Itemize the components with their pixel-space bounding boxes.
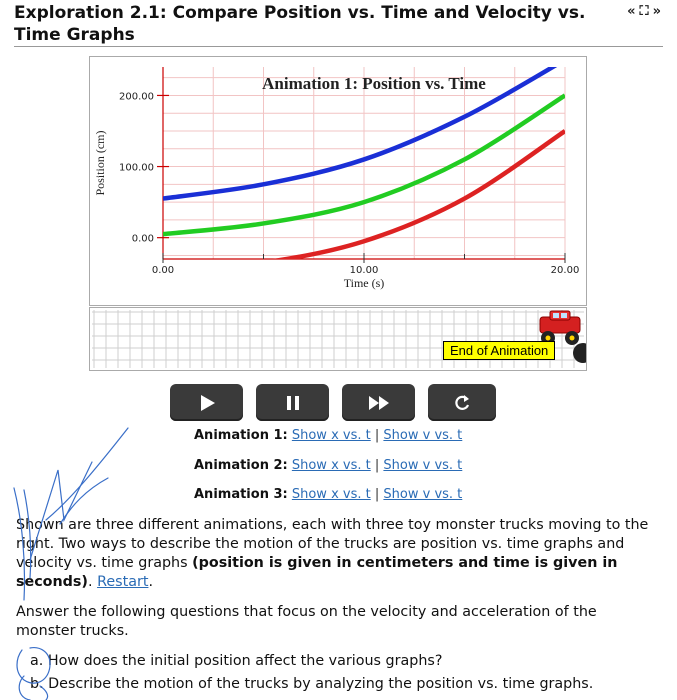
end-of-animation-label: End of Animation (443, 341, 555, 360)
y-tick-label: 100.00 (119, 162, 154, 174)
question-b (30, 675, 593, 694)
question-text: How does the initial position affect the various graphs? (47, 653, 443, 669)
prev-page-icon[interactable]: « (627, 4, 636, 19)
monster-truck-icon (90, 308, 586, 370)
description-paragraph (16, 516, 656, 592)
step-forward-button[interactable] (342, 384, 415, 421)
question-a (30, 652, 442, 671)
x-tick-label: 20.00 (550, 265, 580, 276)
next-page-icon[interactable]: » (652, 4, 661, 19)
pause-icon (283, 393, 303, 413)
pause-button[interactable] (256, 384, 329, 421)
reset-icon (452, 393, 472, 413)
question-letter: b. (30, 676, 44, 692)
animation-controls (170, 384, 496, 421)
y-axis-label: Position (cm) (93, 130, 107, 196)
animation-2-show-x-link[interactable]: Show x vs. t (291, 458, 371, 473)
question-text: Describe the motion of the trucks by analyzing the position vs. time graphs. (48, 676, 594, 692)
link-separator: | (374, 428, 380, 443)
animation-3-label: Animation 3: (194, 487, 288, 502)
description-units-note: (position is given in centimeters and time is given in seconds) (16, 555, 618, 590)
description-text: Shown are three different animations, each with three toy monster trucks moving to the right. Two ways to describe the motion of the trucks are position vs. time graphs and velocity vs. time graphs (16, 517, 649, 571)
question-letter: a. (30, 653, 44, 669)
chart-title: Animation 1: Position vs. Time (262, 74, 486, 93)
fast-forward-icon (367, 393, 391, 413)
animation-3-links (194, 487, 462, 503)
animation-2-links (194, 458, 462, 474)
animation-1-show-v-link[interactable]: Show v vs. t (383, 428, 463, 443)
animation-2-label: Animation 2: (194, 458, 288, 473)
x-tick-label: 0.00 (151, 265, 175, 276)
description-text: . (87, 574, 98, 590)
restart-link[interactable]: Restart (97, 574, 149, 590)
play-button[interactable] (170, 384, 243, 421)
animation-1-label: Animation 1: (194, 428, 288, 443)
link-separator: | (374, 487, 380, 502)
fullscreen-icon[interactable]: ⛶ (639, 4, 649, 19)
instructions-paragraph: Answer the following questions that focus on the velocity and acceleration of the monster trucks. (16, 604, 597, 639)
animation-1-show-x-link[interactable]: Show x vs. t (291, 428, 371, 443)
animation-2-show-v-link[interactable]: Show v vs. t (383, 458, 463, 473)
x-tick-label: 10.00 (349, 265, 379, 276)
play-icon (197, 393, 217, 413)
animation-3-show-v-link[interactable]: Show v vs. t (383, 487, 463, 502)
description-text: . (148, 574, 153, 590)
reset-button[interactable] (428, 384, 496, 421)
title-divider (14, 46, 663, 47)
nav-arrows (627, 4, 661, 19)
animation-panel (89, 307, 587, 371)
chart-svg (90, 57, 586, 305)
link-separator: | (374, 458, 380, 473)
y-tick-label: 0.00 (131, 233, 154, 245)
animation-3-show-x-link[interactable]: Show x vs. t (291, 487, 371, 502)
animation-1-links (194, 428, 462, 444)
x-axis-label: Time (s) (343, 276, 385, 290)
page-title: Exploration 2.1: Compare Position vs. Time and Velocity vs. Time Graphs (14, 3, 586, 45)
y-tick-label: 200.00 (119, 91, 154, 103)
position-time-graph (89, 56, 587, 306)
